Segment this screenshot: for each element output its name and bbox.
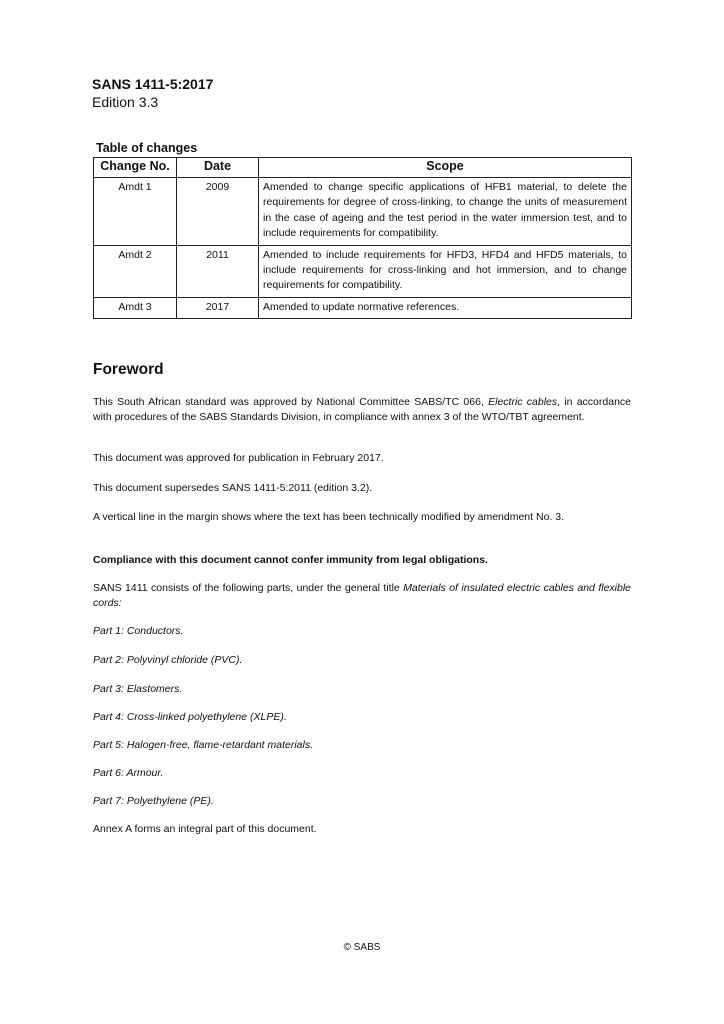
- part-item: Part 4: Cross-linked polyethylene (XLPE).: [93, 711, 287, 723]
- parts-intro-text: SANS 1411 consists of the following parts, under the general title: [93, 582, 404, 594]
- part-item: Part 2: Polyvinyl chloride (PVC).: [93, 654, 243, 666]
- date-cell: 2017: [177, 297, 259, 318]
- date-cell: 2011: [177, 245, 259, 297]
- publication-paragraph: This document was approved for publication in February 2017.: [93, 452, 384, 464]
- part-item: Part 6: Armour.: [93, 767, 164, 779]
- committee-title: Electric cables: [488, 396, 558, 408]
- edition: Edition 3.3: [92, 94, 159, 110]
- table-of-changes: [93, 157, 632, 319]
- standard-number: SANS 1411-5:2017: [92, 76, 214, 92]
- general-title: Materials of insulated electric cables and flexible cords:: [93, 582, 631, 610]
- foreword-heading: Foreword: [93, 361, 164, 378]
- change-no-cell: Amdt 3: [94, 297, 177, 318]
- footer-copyright: © SABS: [343, 942, 381, 953]
- approval-text-start: This South African standard was approved by National Committee SABS/TC 066,: [93, 396, 489, 408]
- part-item: Part 3: Elastomers.: [93, 683, 183, 695]
- date-cell: 2009: [177, 178, 259, 246]
- part-item: Part 1: Conductors.: [93, 625, 184, 637]
- column-header-date: Date: [177, 158, 259, 178]
- part-item: Part 7: Polyethylene (PE).: [93, 795, 214, 807]
- annex-paragraph: Annex A forms an integral part of this document.: [93, 823, 317, 835]
- parts-intro-paragraph: [93, 581, 631, 612]
- scope-cell: Amended to include requirements for HFD3, HFD4 and HFD5 materials, to include requirements for cross-linking and hot immersion, and to change requirements for compatibility.: [259, 245, 632, 297]
- table-header-row: [94, 158, 632, 178]
- column-header-scope: Scope: [259, 158, 632, 178]
- part-item: Part 5: Halogen-free, flame-retardant materials.: [93, 739, 314, 751]
- table-row: [94, 297, 632, 318]
- approval-text-end: , in accordance with procedures of the SABS Standards Division, in compliance with annex 3 of the WTO/TBT agreement.: [93, 396, 631, 424]
- scope-cell: Amended to change specific applications of HFB1 material, to delete the requirements for degree of cross-linking, to change the units of measurement in the case of ageing and the test period in the water immersion test, and to include requirements for compatibility.: [259, 178, 632, 246]
- compliance-paragraph: Compliance with this document cannot confer immunity from legal obligations.: [93, 554, 488, 566]
- column-header-change-no: Change No.: [94, 158, 177, 178]
- table-row: [94, 178, 632, 246]
- table-of-changes-title: Table of changes: [96, 141, 198, 155]
- scope-cell: Amended to update normative references.: [259, 297, 632, 318]
- approval-paragraph: [93, 395, 631, 426]
- change-no-cell: Amdt 1: [94, 178, 177, 246]
- change-no-cell: Amdt 2: [94, 245, 177, 297]
- table-row: [94, 245, 632, 297]
- vertical-line-paragraph: A vertical line in the margin shows where the text has been technically modified by amendment No. 3.: [93, 511, 564, 523]
- supersedes-paragraph: This document supersedes SANS 1411-5:2011 (edition 3.2).: [93, 482, 373, 494]
